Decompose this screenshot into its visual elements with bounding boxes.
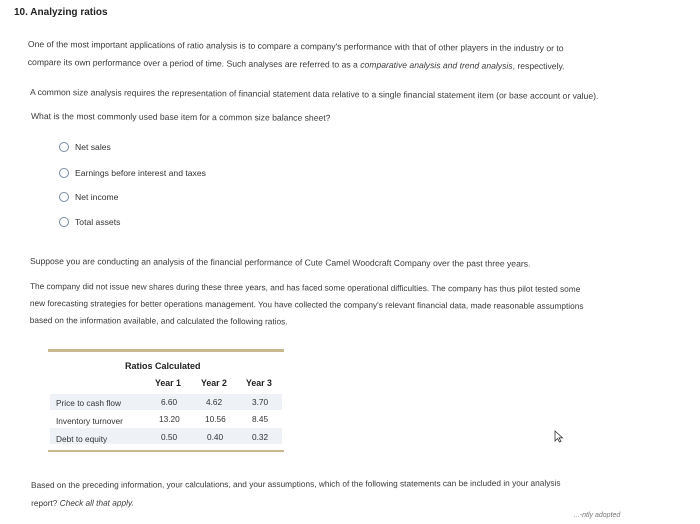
row-label: Inventory turnover bbox=[56, 416, 123, 426]
radio-button-icon[interactable] bbox=[59, 217, 69, 227]
radio-button-icon[interactable] bbox=[59, 192, 69, 202]
intro-line-2 bbox=[28, 53, 565, 75]
prompt-2-line-2 bbox=[31, 492, 561, 512]
option-net-sales[interactable] bbox=[59, 142, 111, 152]
row-label: Debt to equity bbox=[56, 434, 108, 444]
table-cell: 4.62 bbox=[206, 397, 223, 407]
column-header-year-2: Year 2 bbox=[201, 378, 227, 388]
table-cell: 0.40 bbox=[207, 432, 224, 442]
column-header-year-1: Year 1 bbox=[155, 378, 181, 388]
table-top-rule bbox=[48, 349, 284, 352]
option-total-assets[interactable] bbox=[59, 217, 120, 227]
scenario-line-1: The company did not issue new shares during these three years, and has faced some operational difficulties. The company has thus pilot tested some bbox=[29, 280, 581, 294]
intro-line-2-a: compare its own performance over a period of time. Such analyses are referred to as a bbox=[27, 56, 361, 70]
intro-line-1: One of the most important applications of ratio analysis is to compare a company's performance with that of other players in the industry or to bbox=[27, 38, 564, 54]
common-size-text: A common size analysis requires the representation of financial statement data relative to a single financial statement item (or base account or value). bbox=[29, 87, 599, 101]
question-title: 10. Analyzing ratios bbox=[14, 7, 108, 18]
radio-button-icon[interactable] bbox=[59, 142, 69, 152]
table-cell: 8.45 bbox=[252, 414, 269, 424]
question-prompt-2 bbox=[31, 474, 561, 512]
option-label[interactable]: Net sales bbox=[75, 142, 111, 152]
scenario-line-3: based on the information available, and calculated the following ratios. bbox=[29, 314, 288, 327]
table-cell: 3.70 bbox=[252, 397, 269, 407]
intro-paragraph bbox=[28, 35, 565, 75]
cut-off-text: ...-ntly adopted bbox=[574, 512, 621, 519]
column-header-year-3: Year 3 bbox=[246, 378, 272, 388]
radio-button-icon[interactable] bbox=[59, 168, 69, 178]
intro-line-2-italic: comparative analysis and trend analysis bbox=[360, 59, 513, 71]
option-label[interactable]: Net income bbox=[75, 192, 119, 202]
prompt-2-line-1: Based on the preceding information, your calculations, and your assumptions, which of the following statements can be included in your analysis bbox=[31, 477, 561, 490]
option-net-income[interactable] bbox=[59, 192, 118, 202]
table-cell: 0.32 bbox=[252, 432, 269, 442]
question-prompt-1: What is the most commonly used base item for a common size balance sheet? bbox=[30, 111, 331, 123]
row-label: Price to cash flow bbox=[56, 398, 122, 408]
table-cell: 13.20 bbox=[159, 414, 180, 424]
table-bottom-rule bbox=[48, 450, 284, 452]
scenario-text-1: Suppose you are conducting an analysis of the financial performance of Cute Camel Woodcraft Company over the past three years. bbox=[29, 256, 531, 269]
mouse-pointer-icon bbox=[554, 430, 564, 445]
prompt-2-line-2-a: report? bbox=[31, 497, 60, 508]
table-title: Ratios Calculated bbox=[125, 361, 201, 371]
check-all-instruction: Check all that apply. bbox=[59, 497, 134, 508]
option-ebit[interactable] bbox=[59, 168, 206, 178]
intro-line-2-c: , respectively. bbox=[512, 60, 565, 72]
scenario-paragraph-2 bbox=[30, 278, 584, 332]
option-label[interactable]: Total assets bbox=[75, 217, 121, 227]
scenario-line-2: new forecasting strategies for better operations management. You have collected the company's relevant financial data, made reasonable assumptions bbox=[29, 297, 584, 311]
table-cell: 10.56 bbox=[205, 414, 226, 424]
option-label[interactable]: Earnings before interest and taxes bbox=[75, 168, 206, 178]
table-cell: 6.60 bbox=[161, 397, 178, 407]
table-cell: 0.50 bbox=[161, 432, 178, 442]
